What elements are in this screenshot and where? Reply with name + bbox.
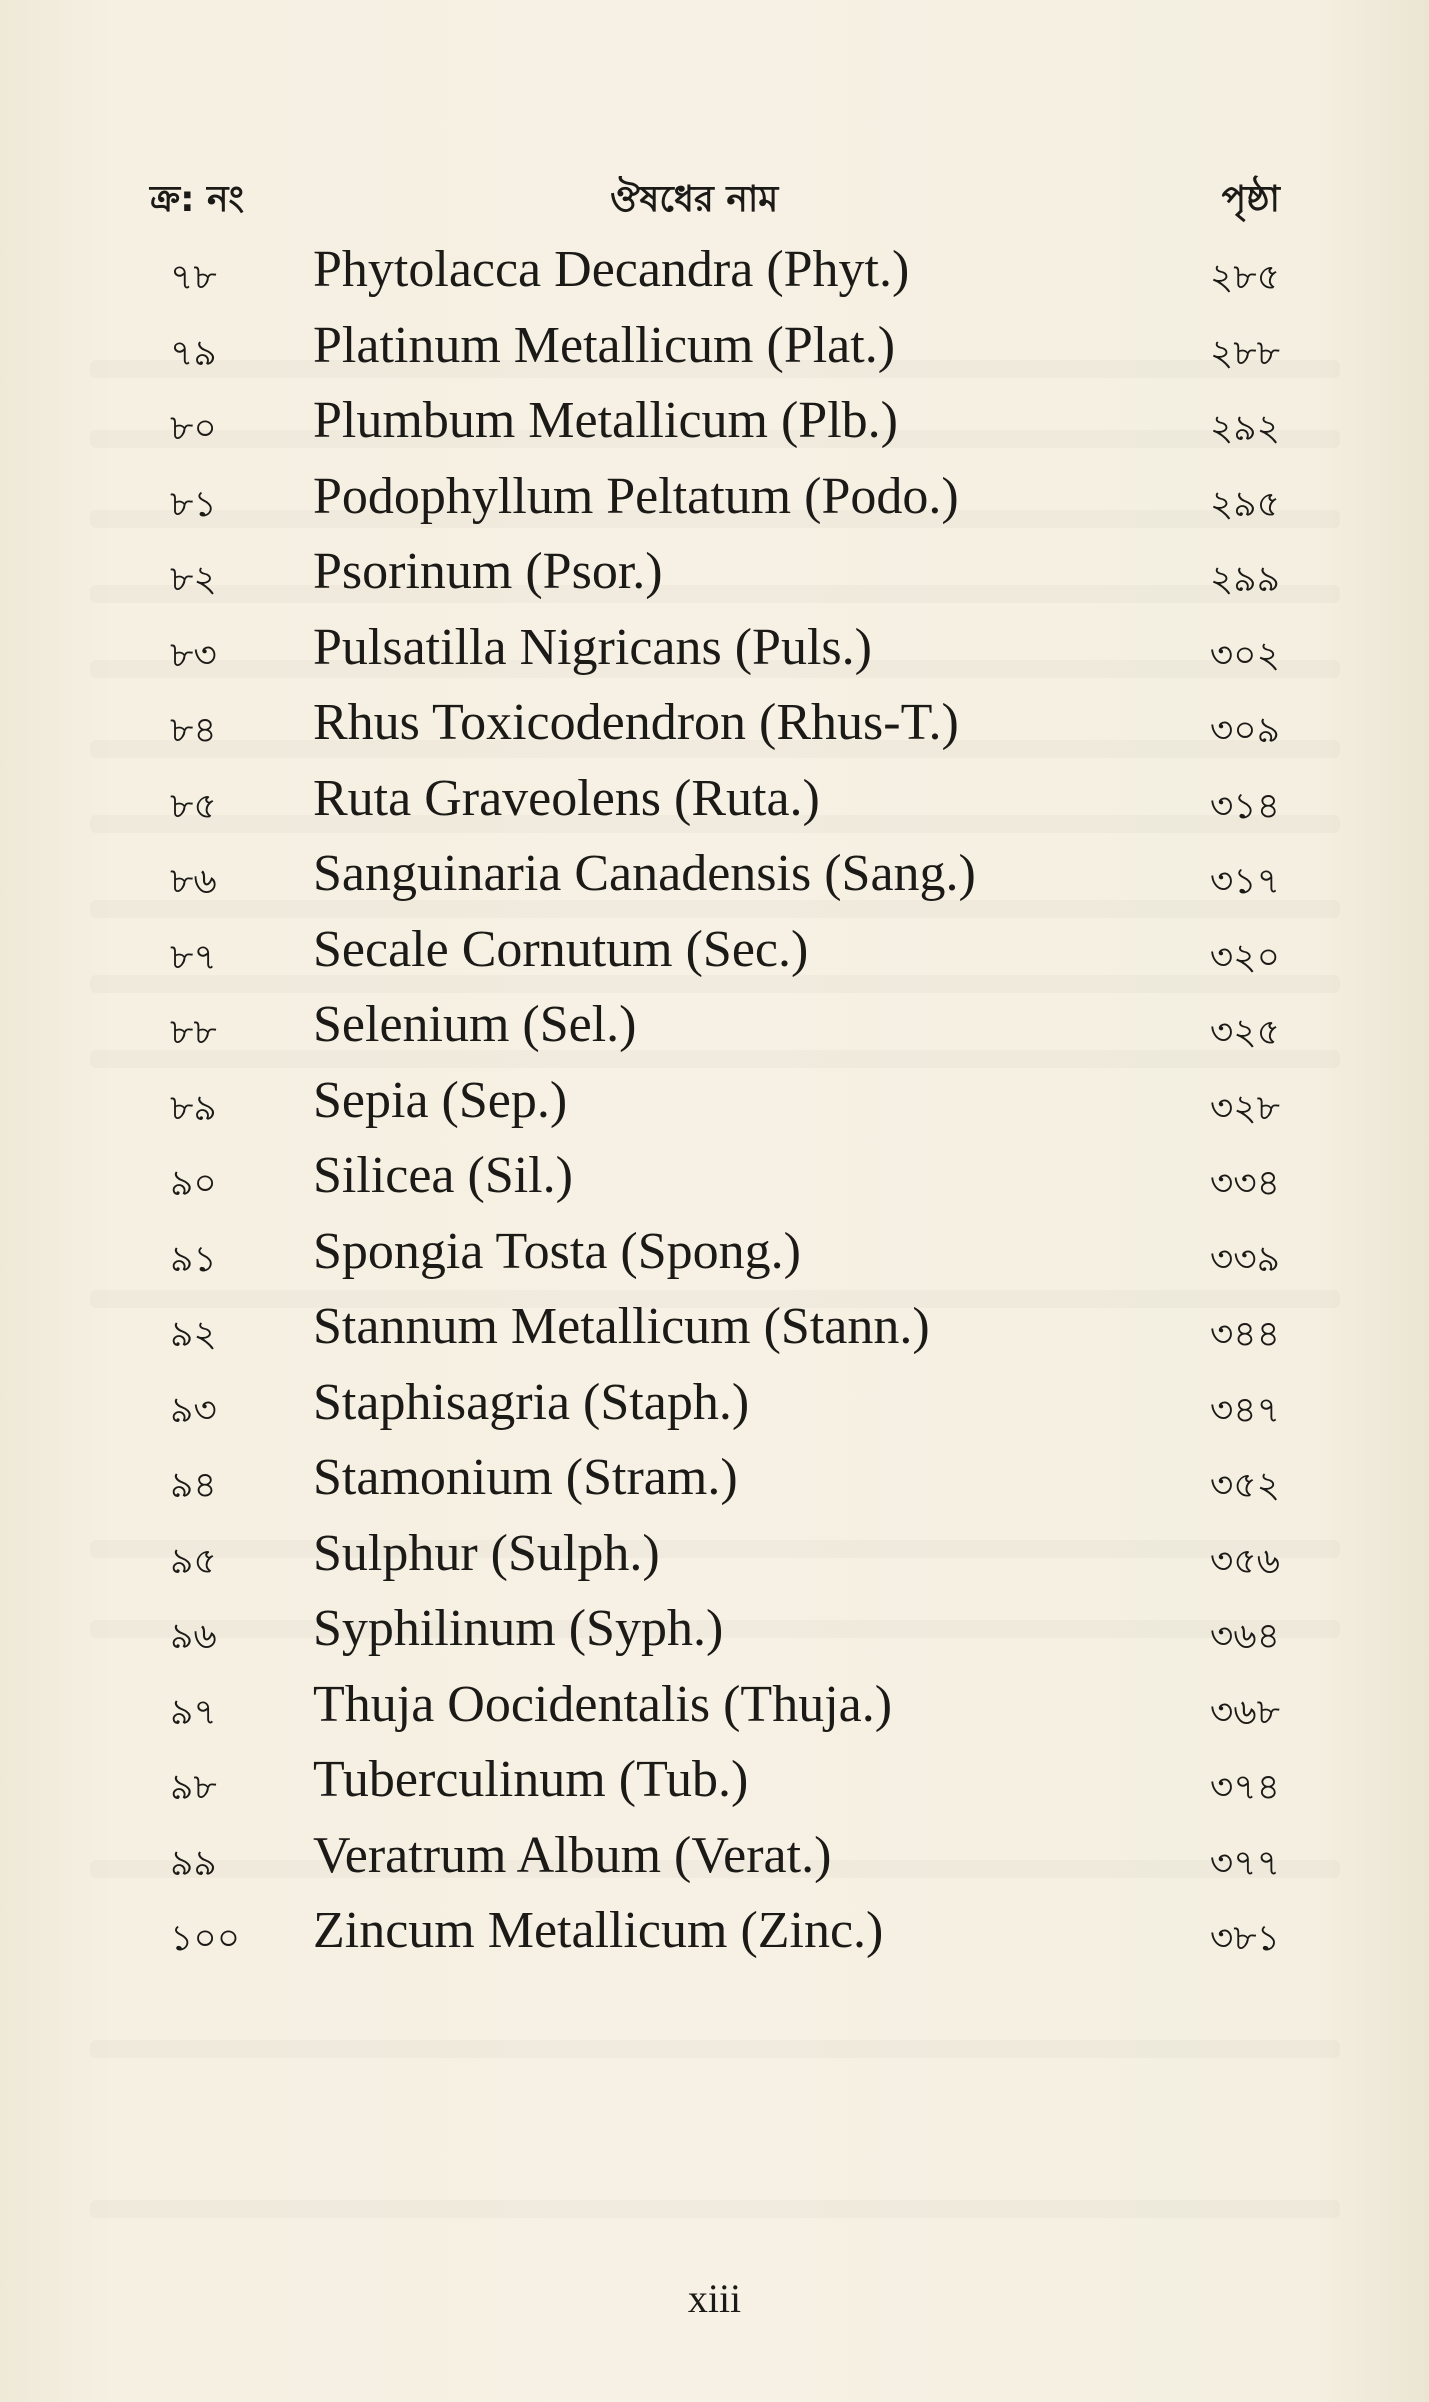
table-row xyxy=(150,391,1280,467)
page-number: ৩৮১ xyxy=(1209,1918,1280,1959)
medicine-name: Thuja Oocidentalis (Thuja.) xyxy=(313,1675,893,1733)
serial-number: ৮৮ xyxy=(170,1012,217,1053)
medicine-name: Podophyllum Peltatum (Podo.) xyxy=(313,467,959,525)
serial-number: ৮৫ xyxy=(170,785,217,827)
page-number-header: পৃষ্ঠা xyxy=(1221,179,1280,220)
medicine-name: Spongia Tosta (Spong.) xyxy=(313,1222,801,1280)
page-number: ৩১৭ xyxy=(1209,861,1280,902)
table-row xyxy=(150,1826,1280,1902)
serial-number-header: ক্র: নং xyxy=(150,179,245,220)
table-row xyxy=(150,1297,1280,1373)
table-row xyxy=(150,1146,1280,1222)
medicine-name: Selenium (Sel.) xyxy=(313,996,637,1053)
serial-number: ৯৩ xyxy=(170,1389,217,1431)
page-number: ৩০২ xyxy=(1209,634,1280,676)
serial-number: ৯১ xyxy=(170,1238,217,1280)
page-number: ৩৬৮ xyxy=(1209,1691,1280,1733)
serial-number: ৮০ xyxy=(170,408,217,449)
page-number: ৩৩৯ xyxy=(1209,1238,1280,1280)
medicine-name: Secale Cornutum (Sec.) xyxy=(313,920,809,978)
serial-number: ৯৪ xyxy=(170,1465,217,1506)
medicine-name: Pulsatilla Nigricans (Puls.) xyxy=(313,618,872,676)
medicine-name: Rhus Toxicodendron (Rhus-T.) xyxy=(313,694,959,751)
page-number: ৩২৫ xyxy=(1209,1012,1280,1053)
serial-number: ৮১ xyxy=(170,483,217,525)
page-number: ৩৪৭ xyxy=(1209,1389,1280,1431)
show-through-line xyxy=(90,2040,1340,2058)
table-row xyxy=(150,1599,1280,1675)
page-number: ৩৫২ xyxy=(1209,1465,1280,1506)
page-footer-number: xiii xyxy=(687,2276,742,2321)
serial-number: ৭৯ xyxy=(170,332,217,374)
table-row xyxy=(150,995,1280,1071)
medicine-name: Sanguinaria Canadensis (Sang.) xyxy=(313,845,976,902)
table-row xyxy=(150,1750,1280,1826)
medicine-name: Phytolacca Decandra (Phyt.) xyxy=(313,241,910,298)
medicine-name: Stamonium (Stram.) xyxy=(313,1449,738,1506)
page-number: ২৯৫ xyxy=(1209,483,1280,525)
page-number: ৩২০ xyxy=(1209,936,1280,978)
table-row xyxy=(150,467,1280,543)
page-number: ৩৬৪ xyxy=(1209,1616,1280,1657)
table-row xyxy=(150,618,1280,694)
page-number: ৩৪৪ xyxy=(1209,1314,1280,1355)
medicine-name: Veratrum Album (Verat.) xyxy=(313,1826,832,1884)
page-number: ৩৫৬ xyxy=(1209,1540,1280,1582)
table-row xyxy=(150,693,1280,769)
show-through-line xyxy=(90,2200,1340,2218)
serial-number: ৮২ xyxy=(170,559,217,600)
serial-number: ৭৮ xyxy=(170,257,217,298)
page-number: ৩৭৪ xyxy=(1209,1767,1280,1808)
serial-number: ৯৭ xyxy=(170,1691,217,1733)
table-row xyxy=(150,1901,1280,1977)
table-row xyxy=(150,1373,1280,1449)
serial-number: ১০০ xyxy=(170,1918,241,1959)
medicine-name: Plumbum Metallicum (Plb.) xyxy=(313,392,898,449)
medicine-name: Zincum Metallicum (Zinc.) xyxy=(313,1902,884,1959)
table-row xyxy=(150,240,1280,316)
page-number: ৩১৪ xyxy=(1209,785,1280,827)
page-number: ৩৩৪ xyxy=(1209,1163,1280,1204)
table-header xyxy=(150,172,1280,232)
serial-number: ৯৫ xyxy=(170,1540,217,1582)
page-number: ৩৭৭ xyxy=(1209,1842,1280,1884)
serial-number: ৯৯ xyxy=(170,1842,217,1884)
page-number: ২৯৯ xyxy=(1209,559,1280,600)
medicine-name: Tuberculinum (Tub.) xyxy=(313,1751,749,1808)
medicine-name: Stannum Metallicum (Stann.) xyxy=(313,1298,930,1355)
serial-number: ৮৬ xyxy=(170,861,217,902)
medicine-name: Sulphur (Sulph.) xyxy=(313,1524,660,1582)
serial-number: ৮৭ xyxy=(170,936,217,978)
table-row xyxy=(150,769,1280,845)
table-row xyxy=(150,1071,1280,1147)
page-number: ২৮৮ xyxy=(1209,332,1280,374)
serial-number: ৯২ xyxy=(170,1314,217,1355)
medicine-name: Staphisagria (Staph.) xyxy=(313,1373,750,1431)
table-row xyxy=(150,1222,1280,1298)
page-number: ২৯২ xyxy=(1209,408,1280,449)
table-row xyxy=(150,844,1280,920)
serial-number: ৯৮ xyxy=(170,1767,217,1808)
serial-number: ৮৯ xyxy=(170,1087,217,1129)
page-number: ৩০৯ xyxy=(1209,710,1280,751)
medicine-name-header: ঔষধের নাম xyxy=(610,179,779,220)
serial-number: ৮৪ xyxy=(170,710,217,751)
serial-number: ৯০ xyxy=(170,1163,217,1204)
table-row xyxy=(150,1448,1280,1524)
table-row xyxy=(150,316,1280,392)
table-row xyxy=(150,1675,1280,1751)
medicine-name: Syphilinum (Syph.) xyxy=(313,1600,724,1657)
medicine-name: Silicea (Sil.) xyxy=(313,1147,573,1204)
medicine-name: Ruta Graveolens (Ruta.) xyxy=(313,769,820,827)
table-row xyxy=(150,542,1280,618)
page-number: ৩২৮ xyxy=(1209,1087,1280,1129)
medicine-name: Platinum Metallicum (Plat.) xyxy=(313,316,896,374)
serial-number: ৯৬ xyxy=(170,1616,217,1657)
table-row xyxy=(150,1524,1280,1600)
table-row xyxy=(150,920,1280,996)
medicine-name: Sepia (Sep.) xyxy=(313,1071,568,1129)
medicine-name: Psorinum (Psor.) xyxy=(313,543,663,600)
contents-table xyxy=(150,240,1280,1977)
page-number: ২৮৫ xyxy=(1209,257,1280,298)
serial-number: ৮৩ xyxy=(170,634,217,676)
